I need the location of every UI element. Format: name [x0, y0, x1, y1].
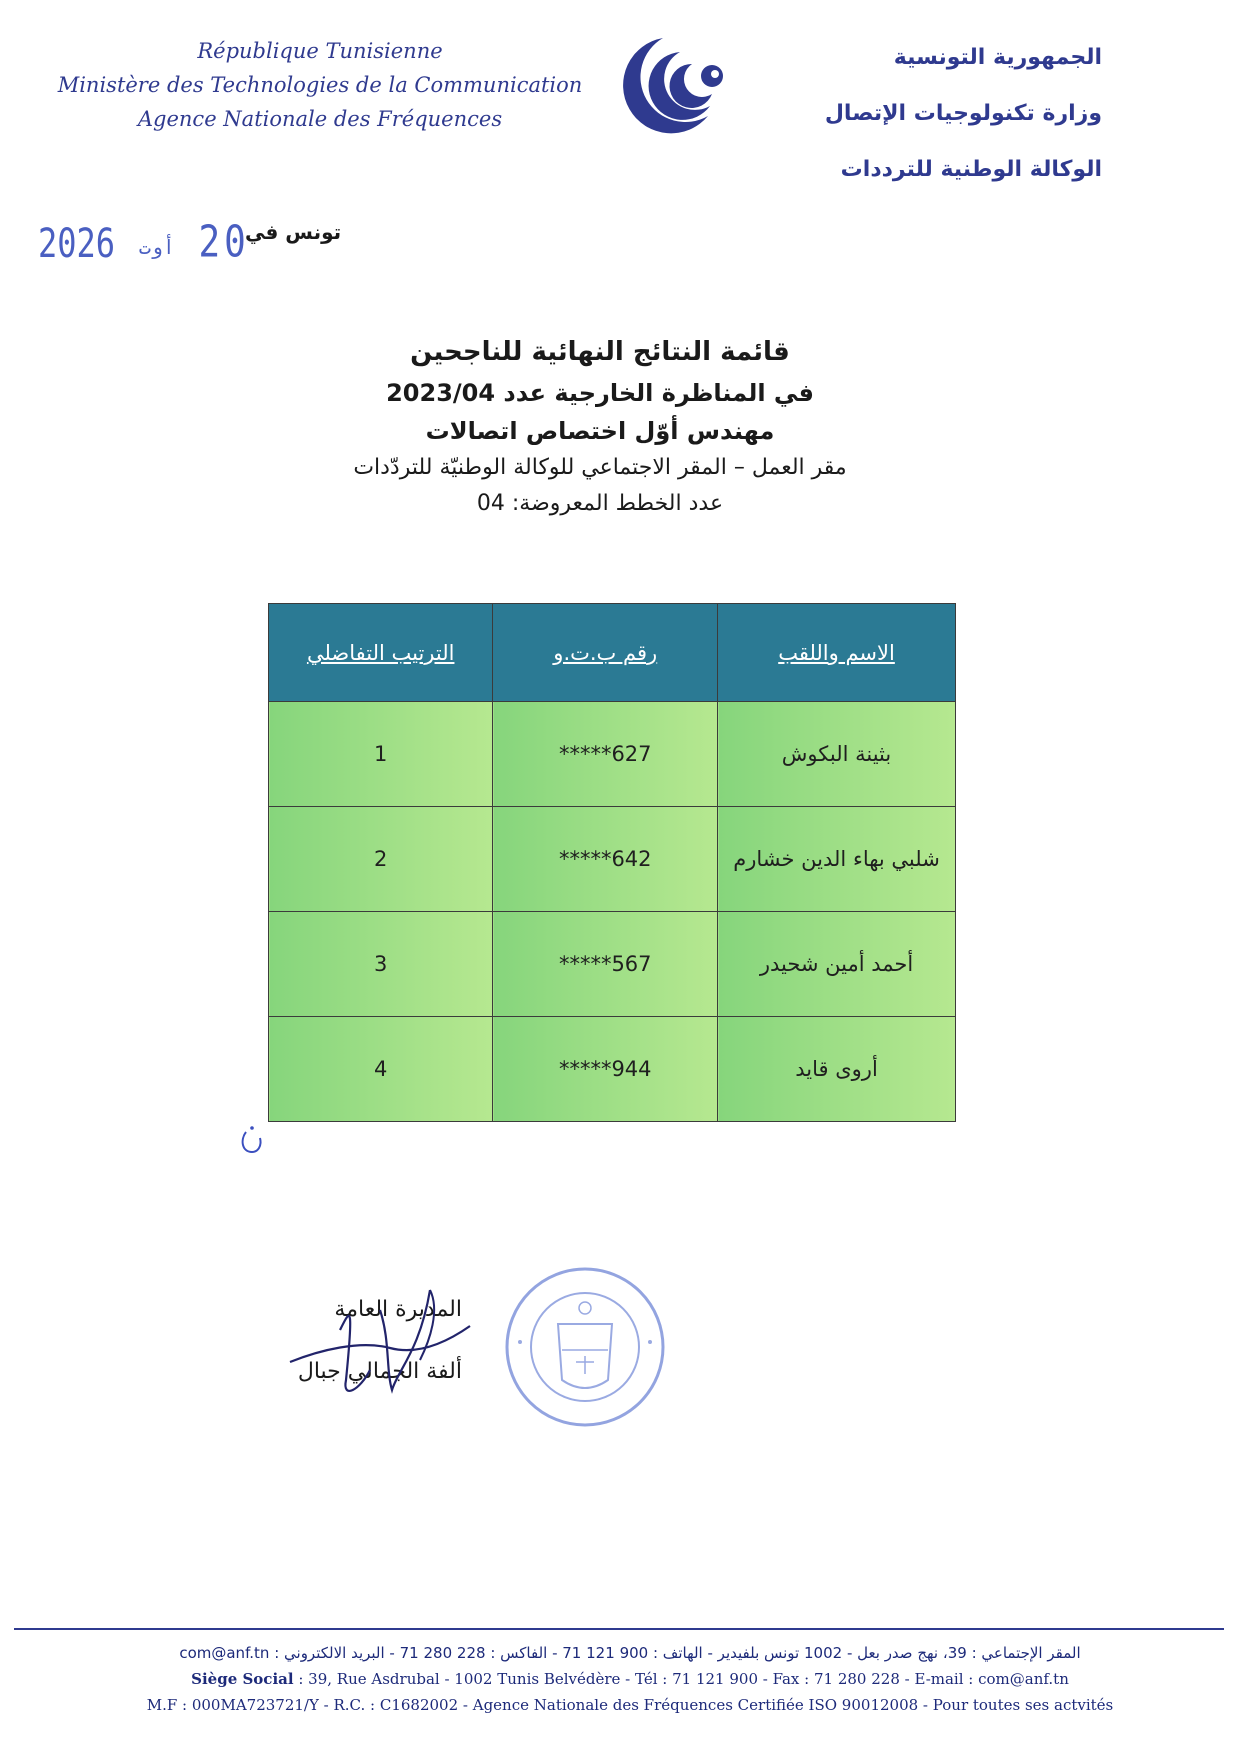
cell-rank: 3: [269, 912, 493, 1017]
date-year: 2026: [38, 219, 116, 267]
header-ar-republic: الجمهورية التونسية: [893, 45, 1102, 70]
date-month: أوت: [138, 235, 175, 259]
cell-name: أروى قايد: [718, 1017, 956, 1122]
document-title: قائمة النتائج النهائية للناجحين: [410, 337, 790, 367]
position-title: مهندس أوّل اختصاص اتصالات: [425, 417, 775, 445]
footer-siege-details: : 39, Rue Asdrubal - 1002 Tunis Belvédère - Tél : 71 121 900 - Fax : 71 280 228 - E-mail : com@anf.tn: [298, 1670, 1069, 1688]
table-row: [269, 912, 956, 1017]
header-id: رقم ب.ت.و: [493, 604, 718, 702]
table-row: [269, 1017, 956, 1122]
date-label: تونس في: [245, 220, 342, 244]
handwritten-initial-icon: [238, 1122, 268, 1162]
table-header-row: [269, 604, 956, 702]
footer-arabic-address: المقر الإجتماعي : 39، نهج صدر بعل - 1002 تونس بلفيدير - الهاتف : 900 121 71 - الفاكس : 228 280 71 - البريد الالكتروني : com@anf.tn: [179, 1644, 1081, 1662]
cell-rank: 4: [269, 1017, 493, 1122]
official-seal-icon: [500, 1262, 670, 1432]
header-french: [40, 34, 600, 136]
cell-name: شلبي بهاء الدين خشارم: [718, 807, 956, 912]
footer-french-address: [60, 1666, 1200, 1692]
handwritten-signature-icon: [280, 1270, 480, 1420]
table-row: [269, 702, 956, 807]
cell-rank: 1: [269, 702, 493, 807]
positions-count: عدد الخطط المعروضة: 04: [476, 491, 724, 516]
signatory-title: المديرة العامة: [334, 1297, 462, 1322]
header-rank: الترتيب التفاضلي: [269, 604, 493, 702]
table-row: [269, 807, 956, 912]
cell-id: *****642: [493, 807, 718, 912]
date-stamp: [38, 217, 250, 268]
cell-id: *****627: [493, 702, 718, 807]
work-location: مقر العمل – المقر الاجتماعي للوكالة الوطنيّة للتردّدات: [353, 455, 847, 480]
cell-id: *****944: [493, 1017, 718, 1122]
header-fr-agency: Agence Nationale des Fréquences: [137, 107, 503, 131]
header-arabic: [762, 30, 1102, 198]
cell-id: *****567: [493, 912, 718, 1017]
header-ar-ministry: وزارة تكنولوجيات الإتصال: [824, 101, 1102, 126]
footer-legal-info: M.F : 000MA723721/Y - R.C. : C1682002 - Agence Nationale des Fréquences Certifiée ISO 90012008 - Pour toutes ses actvités: [146, 1696, 1114, 1714]
document-title-block: [240, 330, 960, 522]
cell-name: بثينة البكوش: [718, 702, 956, 807]
competition-number: في المناظرة الخارجية عدد 2023/04: [386, 379, 814, 407]
cell-rank: 2: [269, 807, 493, 912]
cell-name: أحمد أمين شحيدر: [718, 912, 956, 1017]
footer-siege-label: Siège Social: [191, 1670, 294, 1688]
results-table: [268, 603, 956, 1122]
agency-logo-icon: [588, 28, 738, 138]
footer: [60, 1640, 1200, 1718]
date-day: 20: [198, 217, 250, 268]
header-fr-ministry: Ministère des Technologies de la Communication: [57, 73, 583, 97]
header-ar-agency: الوكالة الوطنية للترددات: [840, 157, 1102, 182]
footer-divider: [14, 1628, 1224, 1630]
header-fr-republic: République Tunisienne: [197, 39, 443, 63]
signatory-name: ألفة الجمالي جبال: [297, 1359, 462, 1384]
header-name: الاسم واللقب: [718, 604, 956, 702]
